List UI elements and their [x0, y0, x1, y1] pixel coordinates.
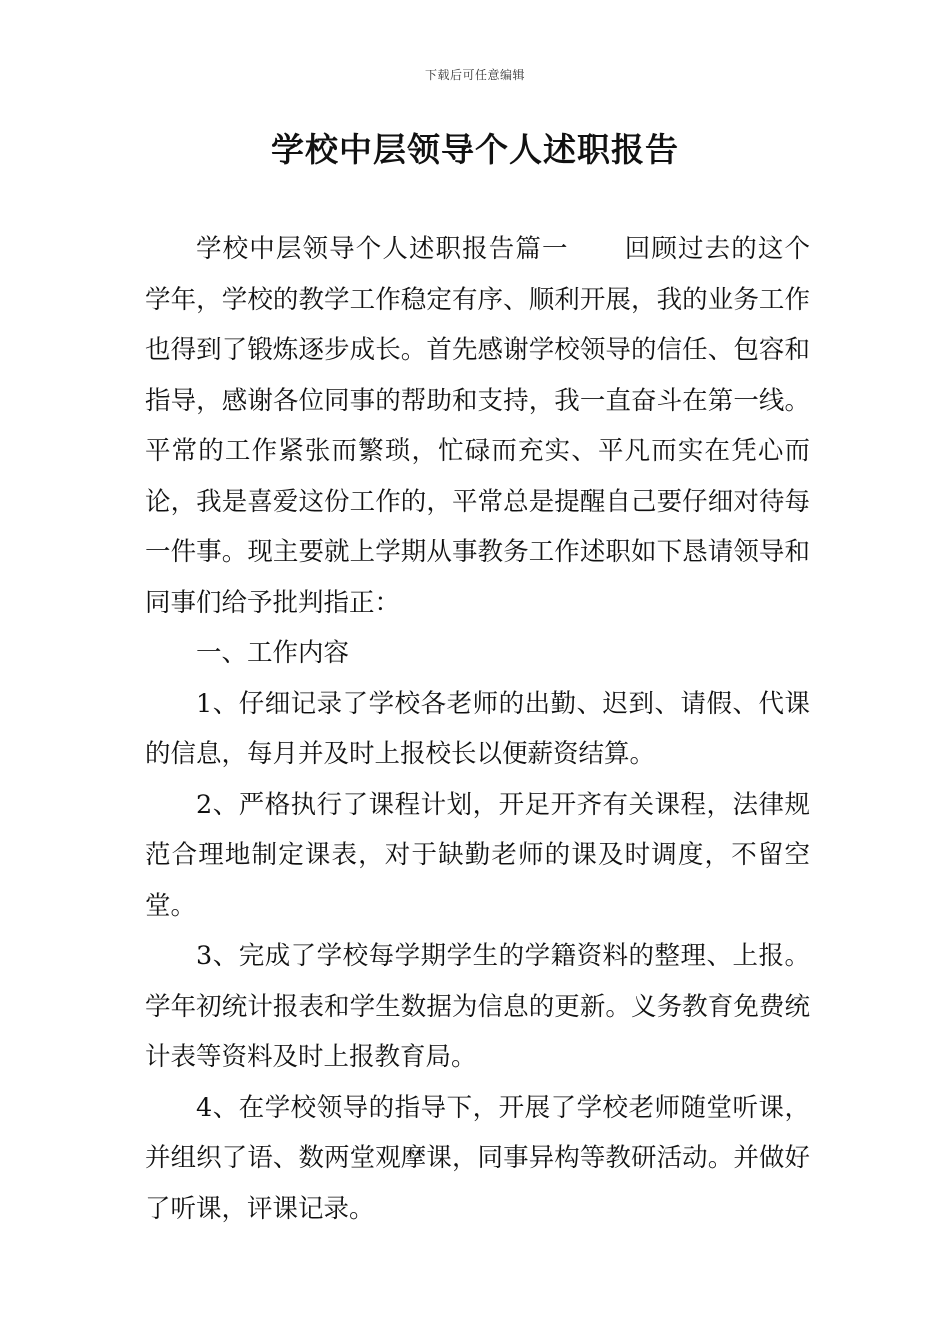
section-heading-work-content: 一、工作内容: [196, 638, 350, 668]
header-note: 下载后可任意编辑: [424, 68, 525, 82]
document-title: 学校中层领导个人述职报告: [271, 130, 679, 169]
intro-lead: 学校中层领导个人述职报告篇一: [196, 234, 569, 264]
document-body: [145, 224, 810, 1234]
intro-paragraph: [145, 224, 810, 628]
paragraph-item-3: 3、完成了学校每学期学生的学籍资料的整理、上报。学年初统计报表和学生数据为信息的更新。义务教育免费统计表等资料及时上报教育局。: [145, 941, 810, 1072]
paragraph-item-2: 2、严格执行了课程计划，开足开齐有关课程，法律规范合理地制定课表，对于缺勤老师的课及时调度，不留空堂。: [145, 789, 810, 921]
paragraph-item-1: 1、仔细记录了学校各老师的出勤、迟到、请假、代课的信息，每月并及时上报校长以便薪资结算。: [145, 688, 810, 769]
paragraph-item-4: 4、在学校领导的指导下，开展了学校老师随堂听课，并组织了语、数两堂观摩课，同事异构等教研活动。并做好了听课，评课记录。: [145, 1092, 810, 1224]
intro-text: 回顾过去的这个学年，学校的教学工作稳定有序、顺利开展，我的业务工作也得到了锻炼逐步成长。首先感谢学校领导的信任、包容和指导，感谢各位同事的帮助和支持，我一直奋斗在第一线。平常的工作紧张而繁琐，忙碌而充实、平凡而实在凭心而论，我是喜爱这份工作的，平常总是提醒自己要仔细对待每一件事。现主要就上学期从事教务工作述职如下恳请领导和同事们给予批判指正：: [145, 234, 810, 618]
